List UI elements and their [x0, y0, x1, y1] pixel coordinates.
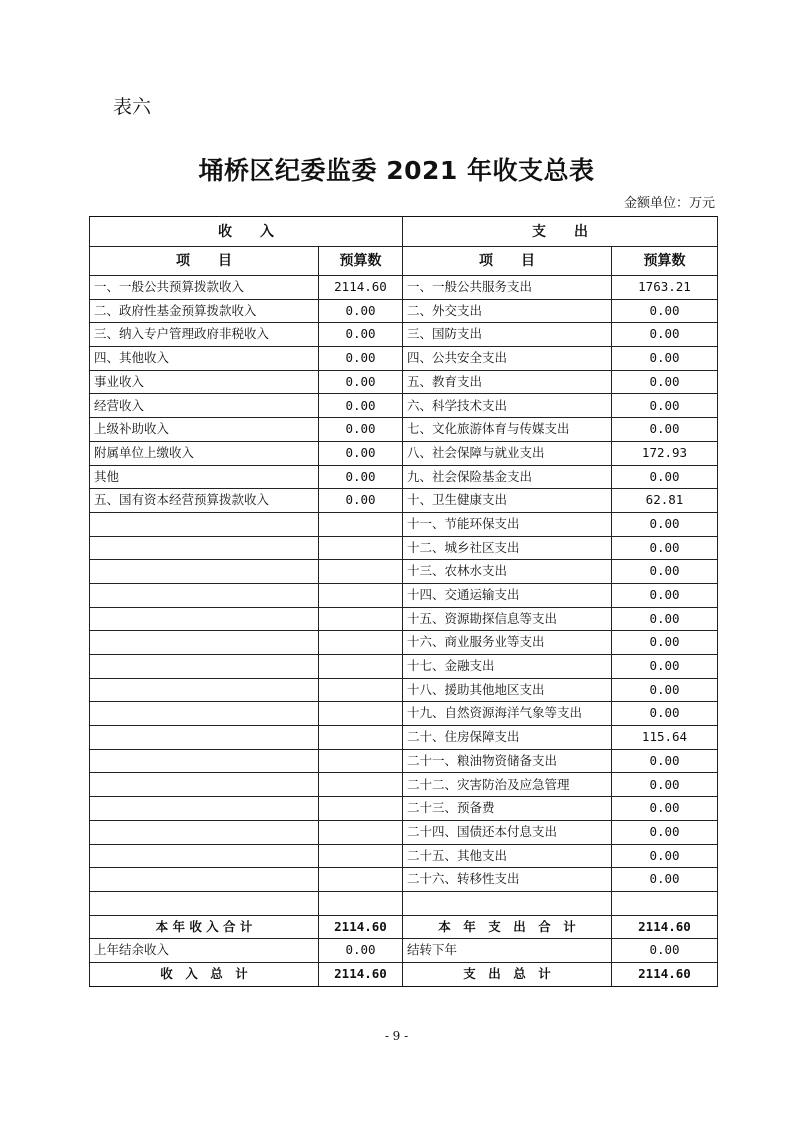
- table-row: [90, 797, 718, 821]
- income-item: 二、政府性基金预算拨款收入: [90, 299, 319, 323]
- expense-budget: 0.00: [612, 749, 718, 773]
- expense-item: 十七、金融支出: [403, 655, 612, 679]
- income-total-label: 本 年 收 入 合 计: [90, 915, 319, 939]
- expense-total-label: 支 出 总 计: [403, 962, 612, 986]
- table-row: [90, 678, 718, 702]
- expense-item: 三、国防支出: [403, 323, 612, 347]
- income-item: [90, 844, 319, 868]
- expense-total-label: 结转下年: [403, 939, 612, 963]
- income-item: [90, 512, 319, 536]
- income-item: [90, 749, 319, 773]
- table-row: [90, 891, 718, 915]
- expense-budget: 0.00: [612, 465, 718, 489]
- expense-item: 二十四、国债还本付息支出: [403, 820, 612, 844]
- expense-item: 十八、援助其他地区支出: [403, 678, 612, 702]
- expense-item: 二十二、灾害防治及应急管理: [403, 773, 612, 797]
- table-row: [90, 560, 718, 584]
- income-item: [90, 773, 319, 797]
- income-item: 四、其他收入: [90, 347, 319, 371]
- expense-item: 十一、节能环保支出: [403, 512, 612, 536]
- expense-budget: 0.00: [612, 394, 718, 418]
- budget-summary-table: [89, 216, 718, 987]
- expense-budget: 0.00: [612, 370, 718, 394]
- income-item: 上级补助收入: [90, 418, 319, 442]
- income-total-value: 0.00: [319, 939, 403, 963]
- income-budget: [319, 607, 403, 631]
- expense-budget: 172.93: [612, 441, 718, 465]
- income-budget: [319, 631, 403, 655]
- table-row: [90, 749, 718, 773]
- expense-item: 二十三、预备费: [403, 797, 612, 821]
- income-budget: [319, 773, 403, 797]
- income-item: 经营收入: [90, 394, 319, 418]
- section-header-row: [90, 217, 718, 247]
- expense-item: 十二、城乡社区支出: [403, 536, 612, 560]
- unit-label: 金额单位：万元: [623, 196, 715, 211]
- income-budget: [319, 891, 403, 915]
- expense-item: 十五、资源勘探信息等支出: [403, 607, 612, 631]
- income-budget: 0.00: [319, 418, 403, 442]
- income-item: [90, 868, 319, 892]
- income-budget: [319, 512, 403, 536]
- expense-item: 二、外交支出: [403, 299, 612, 323]
- income-budget: 0.00: [319, 465, 403, 489]
- table-number: 表六: [113, 96, 152, 118]
- expense-item: 二十六、转移性支出: [403, 868, 612, 892]
- income-item: 五、国有资本经营预算拨款收入: [90, 489, 319, 513]
- expense-item: 二十五、其他支出: [403, 844, 612, 868]
- expense-budget: 0.00: [612, 347, 718, 371]
- table-row: [90, 441, 718, 465]
- table-row: [90, 347, 718, 371]
- income-item: 附属单位上缴收入: [90, 441, 319, 465]
- table-row: [90, 536, 718, 560]
- total-row: [90, 939, 718, 963]
- expense-budget: 0.00: [612, 655, 718, 679]
- income-item: [90, 797, 319, 821]
- expense-item: 十四、交通运输支出: [403, 583, 612, 607]
- table-row: [90, 773, 718, 797]
- expense-budget-header: 预算数: [612, 247, 718, 276]
- income-total-label: 收 入 总 计: [90, 962, 319, 986]
- income-budget: [319, 726, 403, 750]
- table-row: [90, 631, 718, 655]
- income-budget: 0.00: [319, 489, 403, 513]
- income-item: [90, 583, 319, 607]
- income-budget: [319, 560, 403, 584]
- expense-budget: 0.00: [612, 323, 718, 347]
- income-total-value: 2114.60: [319, 915, 403, 939]
- total-row: [90, 915, 718, 939]
- table-row: [90, 726, 718, 750]
- expense-budget: 0.00: [612, 820, 718, 844]
- expense-budget: 0.00: [612, 797, 718, 821]
- income-item: [90, 891, 319, 915]
- income-item: [90, 655, 319, 679]
- expense-budget: 62.81: [612, 489, 718, 513]
- income-section-header: 收 入: [90, 217, 403, 247]
- income-budget: 0.00: [319, 394, 403, 418]
- expense-budget: 0.00: [612, 844, 718, 868]
- table-row: [90, 323, 718, 347]
- expense-item: 一、一般公共服务支出: [403, 276, 612, 300]
- income-budget: [319, 583, 403, 607]
- table-row: [90, 465, 718, 489]
- expense-budget: 0.00: [612, 512, 718, 536]
- expense-item: 九、社会保险基金支出: [403, 465, 612, 489]
- expense-budget: 0.00: [612, 631, 718, 655]
- income-budget: [319, 820, 403, 844]
- expense-budget: 0.00: [612, 773, 718, 797]
- expense-budget: 1763.21: [612, 276, 718, 300]
- table-row: [90, 844, 718, 868]
- expense-budget: 0.00: [612, 536, 718, 560]
- income-budget: [319, 655, 403, 679]
- expense-budget: 0.00: [612, 418, 718, 442]
- expense-total-label: 本 年 支 出 合 计: [403, 915, 612, 939]
- expense-budget: 0.00: [612, 607, 718, 631]
- income-item: 三、纳入专户管理政府非税收入: [90, 323, 319, 347]
- income-item: [90, 702, 319, 726]
- expense-item: 十三、农林水支出: [403, 560, 612, 584]
- expense-item: [403, 891, 612, 915]
- table-row: [90, 655, 718, 679]
- table-row: [90, 820, 718, 844]
- expense-item-header: 项 目: [403, 247, 612, 276]
- table-row: [90, 583, 718, 607]
- expense-budget: [612, 891, 718, 915]
- income-item: [90, 560, 319, 584]
- table-row: [90, 299, 718, 323]
- income-budget: 0.00: [319, 299, 403, 323]
- income-item: [90, 820, 319, 844]
- expense-section-header: 支 出: [403, 217, 718, 247]
- income-item: [90, 678, 319, 702]
- income-item: [90, 631, 319, 655]
- column-header-row: [90, 247, 718, 276]
- expense-item: 六、科学技术支出: [403, 394, 612, 418]
- income-budget: [319, 868, 403, 892]
- expense-budget: 0.00: [612, 702, 718, 726]
- income-budget: [319, 702, 403, 726]
- table-row: [90, 418, 718, 442]
- table-row: [90, 512, 718, 536]
- income-budget: 2114.60: [319, 276, 403, 300]
- expense-total-value: 2114.60: [612, 915, 718, 939]
- expense-budget: 0.00: [612, 560, 718, 584]
- table-row: [90, 607, 718, 631]
- income-item: 事业收入: [90, 370, 319, 394]
- income-budget-header: 预算数: [319, 247, 403, 276]
- table-row: [90, 868, 718, 892]
- income-item: 一、一般公共预算拨款收入: [90, 276, 319, 300]
- income-budget: [319, 844, 403, 868]
- income-total-label: 上年结余收入: [90, 939, 319, 963]
- income-budget: [319, 797, 403, 821]
- income-budget: 0.00: [319, 323, 403, 347]
- income-item-header: 项 目: [90, 247, 319, 276]
- expense-budget: 0.00: [612, 868, 718, 892]
- table-row: [90, 489, 718, 513]
- expense-budget: 0.00: [612, 583, 718, 607]
- income-budget: [319, 678, 403, 702]
- expense-budget: 0.00: [612, 299, 718, 323]
- expense-item: 二十、住房保障支出: [403, 726, 612, 750]
- expense-item: 七、文化旅游体育与传媒支出: [403, 418, 612, 442]
- income-budget: 0.00: [319, 370, 403, 394]
- table-row: [90, 702, 718, 726]
- expense-item: 四、公共安全支出: [403, 347, 612, 371]
- income-item: 其他: [90, 465, 319, 489]
- expense-item: 十六、商业服务业等支出: [403, 631, 612, 655]
- expense-item: 五、教育支出: [403, 370, 612, 394]
- income-budget: [319, 536, 403, 560]
- income-budget: [319, 749, 403, 773]
- expense-budget: 0.00: [612, 678, 718, 702]
- table-row: [90, 370, 718, 394]
- income-budget: 0.00: [319, 347, 403, 371]
- expense-budget: 115.64: [612, 726, 718, 750]
- income-budget: 0.00: [319, 441, 403, 465]
- expense-item: 八、社会保障与就业支出: [403, 441, 612, 465]
- page-number: - 9 -: [384, 1029, 409, 1043]
- income-total-value: 2114.60: [319, 962, 403, 986]
- document-title: 埇桥区纪委监委 2021 年收支总表: [198, 156, 595, 185]
- income-item: [90, 536, 319, 560]
- income-item: [90, 726, 319, 750]
- total-row: [90, 962, 718, 986]
- expense-total-value: 0.00: [612, 939, 718, 963]
- expense-total-value: 2114.60: [612, 962, 718, 986]
- expense-item: 十、卫生健康支出: [403, 489, 612, 513]
- income-item: [90, 607, 319, 631]
- table-row: [90, 276, 718, 300]
- expense-item: 二十一、粮油物资储备支出: [403, 749, 612, 773]
- table-row: [90, 394, 718, 418]
- expense-item: 十九、自然资源海洋气象等支出: [403, 702, 612, 726]
